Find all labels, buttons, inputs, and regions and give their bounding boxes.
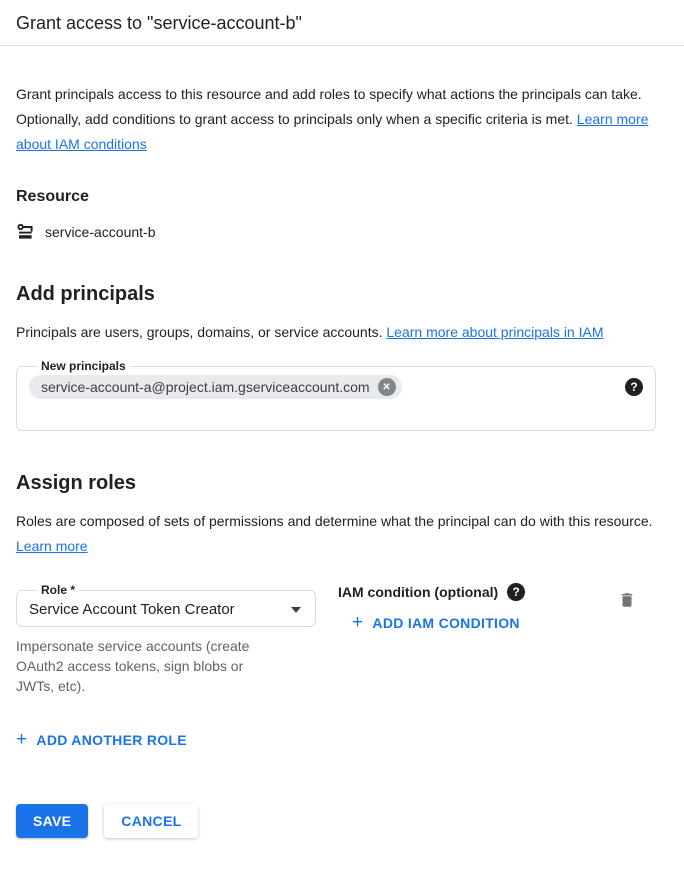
dialog-header xyxy=(0,0,684,46)
principals-desc-text: Principals are users, groups, domains, or service accounts. xyxy=(16,324,383,340)
add-another-role-label: ADD ANOTHER ROLE xyxy=(36,732,187,748)
plus-icon: + xyxy=(352,612,364,633)
resource-row xyxy=(16,222,656,242)
principals-learn-more-link[interactable]: Learn more about principals in IAM xyxy=(386,324,604,340)
assign-roles-description xyxy=(16,509,656,559)
role-value-row xyxy=(29,597,303,618)
roles-desc-text: Roles are composed of sets of permissions and determine what the principal can do with this resource. xyxy=(16,513,653,529)
add-another-role-button[interactable] xyxy=(16,729,187,750)
service-account-icon xyxy=(16,222,36,242)
role-helper-text: Impersonate service accounts (create OAuth2 access tokens, sign blobs or JWTs, etc). xyxy=(16,638,250,694)
add-another-role-row xyxy=(16,729,656,750)
chevron-down-icon xyxy=(291,607,301,613)
iam-condition-help-icon[interactable]: ? xyxy=(507,583,525,601)
assign-roles-heading: Assign roles xyxy=(16,472,137,494)
dialog-body xyxy=(0,82,684,838)
iam-conditions-link[interactable]: Learn more about IAM conditions xyxy=(16,111,649,152)
role-label: Role * xyxy=(41,583,76,597)
resource-heading: Resource xyxy=(16,188,89,205)
principal-chip-row xyxy=(29,375,643,399)
principal-chip-text: service-account-a@project.iam.gserviceaccount.com xyxy=(41,379,370,395)
page-title: Grant access to "service-account-b" xyxy=(16,13,302,33)
intro-text: Grant principals access to this resource and add roles to specify what actions the principals can take. Optionally, add conditions to grant access to principals only when a specific criteria is met. xyxy=(16,86,642,127)
add-principals-description xyxy=(16,320,656,345)
add-iam-condition-button[interactable] xyxy=(352,612,520,633)
cancel-button[interactable]: CANCEL xyxy=(104,804,198,838)
role-selected-value: Service Account Token Creator xyxy=(29,601,235,618)
principals-help-icon[interactable]: ? xyxy=(625,378,643,396)
new-principals-field[interactable] xyxy=(16,359,656,431)
principal-chip[interactable] xyxy=(29,375,402,399)
chip-remove-icon[interactable]: ✕ xyxy=(378,378,396,396)
resource-name: service-account-b xyxy=(45,224,156,240)
iam-condition-label: IAM condition (optional) xyxy=(338,584,499,600)
trash-icon xyxy=(618,591,636,609)
add-iam-condition-label: ADD IAM CONDITION xyxy=(372,615,520,631)
iam-condition-label-row xyxy=(338,583,525,601)
plus-icon: + xyxy=(16,729,28,750)
iam-condition-column xyxy=(338,583,525,633)
role-column xyxy=(16,583,316,696)
roles-learn-more-link[interactable]: Learn more xyxy=(16,538,88,554)
save-button[interactable]: SAVE xyxy=(16,804,88,838)
new-principals-label: New principals xyxy=(41,359,126,373)
delete-role-button[interactable] xyxy=(612,583,642,613)
add-principals-heading: Add principals xyxy=(16,283,155,305)
role-assignment-row xyxy=(16,583,656,696)
dialog-actions xyxy=(16,804,656,838)
role-select[interactable] xyxy=(16,583,316,627)
intro-paragraph xyxy=(16,82,656,157)
